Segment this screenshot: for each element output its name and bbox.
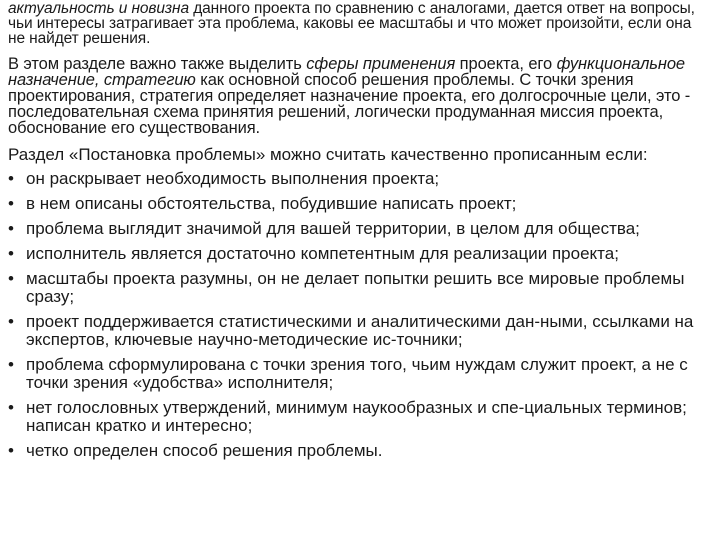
list-item-text: масштабы проекта разумны, он не делает попытки решить все мировые проблемы сразу;	[26, 269, 685, 306]
strategy-text-1: В этом разделе важно также выделить	[8, 55, 307, 73]
bullet-icon: •	[8, 219, 14, 238]
list-item-text: четко определен способ решения проблемы.	[26, 441, 383, 460]
bullet-icon: •	[8, 244, 14, 263]
bullet-icon: •	[8, 355, 14, 374]
list-item-text: проблема выглядит значимой для вашей территории, в целом для общества;	[26, 219, 640, 238]
list-item	[8, 170, 712, 188]
bullet-icon: •	[8, 169, 14, 188]
intro-paragraph	[8, 0, 712, 46]
bullet-icon: •	[8, 441, 14, 460]
list-item	[8, 313, 712, 349]
intro-text: данного проекта по сравнению с аналогами, дается ответ на вопросы, чьи интересы затрагивает эта проблема, каковы ее масштабы и что может произойти, если она не найдет решения.	[8, 0, 695, 47]
strategy-text-2: проекта, его	[455, 55, 557, 73]
criteria-lead: Раздел «Постановка проблемы» можно считать качественно прописанным если:	[8, 145, 648, 164]
strategy-emphasis-1: сферы применения	[306, 55, 456, 73]
list-item-text: исполнитель является достаточно компетентным для реализации проекта;	[26, 244, 619, 263]
bullet-icon: •	[8, 194, 14, 213]
strategy-paragraph	[8, 56, 712, 136]
intro-emphasis: актуальность и новизна	[8, 0, 189, 17]
list-item-text: он раскрывает необходимость выполнения проекта;	[26, 169, 440, 188]
strategy-text-3: как основной способ решения проблемы. С точки зрения проектирования, стратегия определяет назначение проекта, его долгосрочные цели, это - последовательная схема принятия решений, логически продуманная миссия проекта, обоснование его существования.	[8, 71, 691, 137]
bullet-icon: •	[8, 312, 14, 331]
list-item	[8, 356, 712, 392]
list-item-text: проект поддерживается статистическими и аналитическими дан-ными, ссылками на экспертов, ключевые научно-методические ис-точники;	[26, 312, 694, 349]
list-item-text: нет голословных утверждений, минимум наукообразных и спе-циальных терминов; написан кратко и интересно;	[26, 398, 687, 435]
list-item	[8, 195, 712, 213]
list-item	[8, 220, 712, 238]
list-item-text: проблема сформулирована с точки зрения того, чьим нуждам служит проект, а не с точки зрения «удобства» исполнителя;	[26, 355, 688, 392]
bullet-icon: •	[8, 269, 14, 288]
strategy-emphasis-2: функциональное назначение, стратегию	[8, 55, 685, 89]
list-item	[8, 245, 712, 263]
bullet-icon: •	[8, 398, 14, 417]
criteria-list	[8, 170, 712, 460]
list-item	[8, 442, 712, 460]
list-item	[8, 270, 712, 306]
list-item	[8, 399, 712, 435]
list-item-text: в нем описаны обстоятельства, побудившие написать проект;	[26, 194, 517, 213]
